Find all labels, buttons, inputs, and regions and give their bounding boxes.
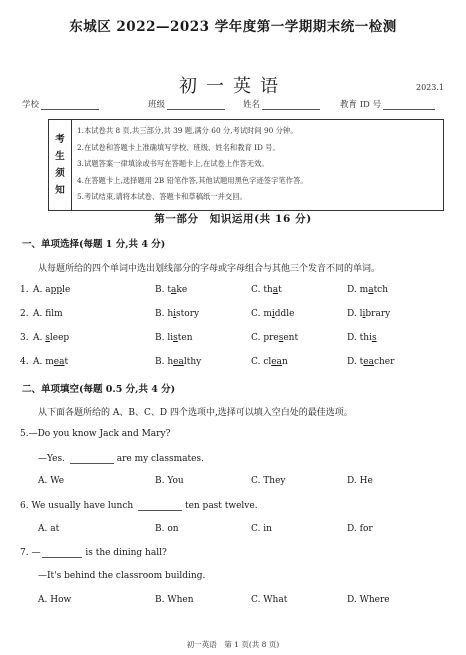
page-footer: 初一英语 第 1 页(共 8 页) [186,640,280,649]
option-c: C. middle [251,309,295,319]
question-6: 6. We usually have lunch ten past twelve. [20,501,258,511]
notice-line: 1.本试卷共 8 页,共三部分,共 39 题,满分 60 分,考试时间 90 分钟。 [77,126,298,135]
edu-id-blank [383,100,435,110]
option-c: C. in [251,524,272,534]
question-number: 2. [20,309,29,319]
answer-blank [70,453,114,464]
question-number: 3. [20,333,29,343]
notice-label: 考 生 须 知 [49,120,72,210]
option-c: C. clean [251,357,288,367]
option-b: B. history [155,309,200,319]
option-a: A. meat [33,357,69,367]
answer-blank [138,500,182,511]
school-blank [41,100,99,110]
edu-id-field: 教育 ID 号 [340,98,435,110]
option-b: B. take [155,285,188,295]
notice-lines [77,123,308,206]
exam-notice-box [48,119,444,211]
question-5-line1: 5.—Do you know Jack and Mary? [20,429,171,439]
option-c: C. that [251,285,282,295]
section-two-title: 二、单项填空(每题 0.5 分,共 4 分) [22,384,176,395]
option-a: A. apple [33,285,71,295]
option-d: D. match [347,285,389,295]
section-two-instruction: 从下面各题所给的 A、B、C、D 四个选项中,选择可以填入空白处的最佳选项。 [38,408,353,418]
option-d: D. He [347,476,373,486]
school-field: 学校 [22,98,99,110]
notice-line: 4.在答题卡上,选择题用 2B 铅笔作答,其他试题用黑色字迹签字笔作答。 [77,175,308,185]
question-5-line2: —Yes. are my classmates. [38,454,204,464]
exam-date: 2023.1 [416,83,444,92]
option-a: A. We [38,476,65,486]
option-a: A. How [38,595,72,605]
answer-blank [42,547,82,558]
option-b: B. You [155,476,184,486]
option-c: C. present [251,333,299,343]
part-one-title: 第一部分 知识运用(共 16 分) [154,213,312,225]
option-c: C. What [251,595,288,605]
question-7-line1: 7. — is the dining hall? [20,548,167,558]
question-number: 1. [20,285,29,295]
option-b: B. When [155,595,194,605]
option-c: C. They [251,476,286,486]
option-d: D. for [347,524,373,534]
section-one-instruction: 从每题所给的四个单词中选出划线部分的字母或字母组合与其他三个发音不同的单词。 [38,264,381,274]
notice-line: 5.考试结束,请将本试卷、答题卡和草稿纸一并交回。 [77,192,247,202]
notice-line: 2.在试卷和答题卡上准确填写学校、班级、姓名和教育 ID 号。 [77,142,280,152]
option-a: A. at [38,524,60,534]
question-number: 4. [20,357,29,367]
subject-title: 初一英语 [179,76,287,97]
option-d: D. library [347,309,391,319]
question-7-line2: —It's behind the classroom building. [38,571,206,581]
option-a: A. flm [33,309,63,319]
option-d: D. this [347,333,377,343]
section-one-title: 一、单项选择(每题 1 分,共 4 分) [22,239,166,250]
notice-line: 3.试题答案一律填涂或书写在答题卡上,在试卷上作答无效。 [77,159,269,169]
exam-title: 东城区 2022—2023 学年度第一学期期末统一检测 [69,19,397,35]
name-field: 姓名 [243,98,320,110]
class-blank [167,100,225,110]
class-field: 班级 [148,98,225,110]
option-b: B. on [155,524,179,534]
option-a: A. sleep [33,333,70,343]
option-b: B. healthy [155,357,202,367]
option-d: D. teacher [347,357,395,367]
option-b: B. listen [155,333,193,343]
option-d: D. Where [347,595,390,605]
name-blank [262,100,320,110]
